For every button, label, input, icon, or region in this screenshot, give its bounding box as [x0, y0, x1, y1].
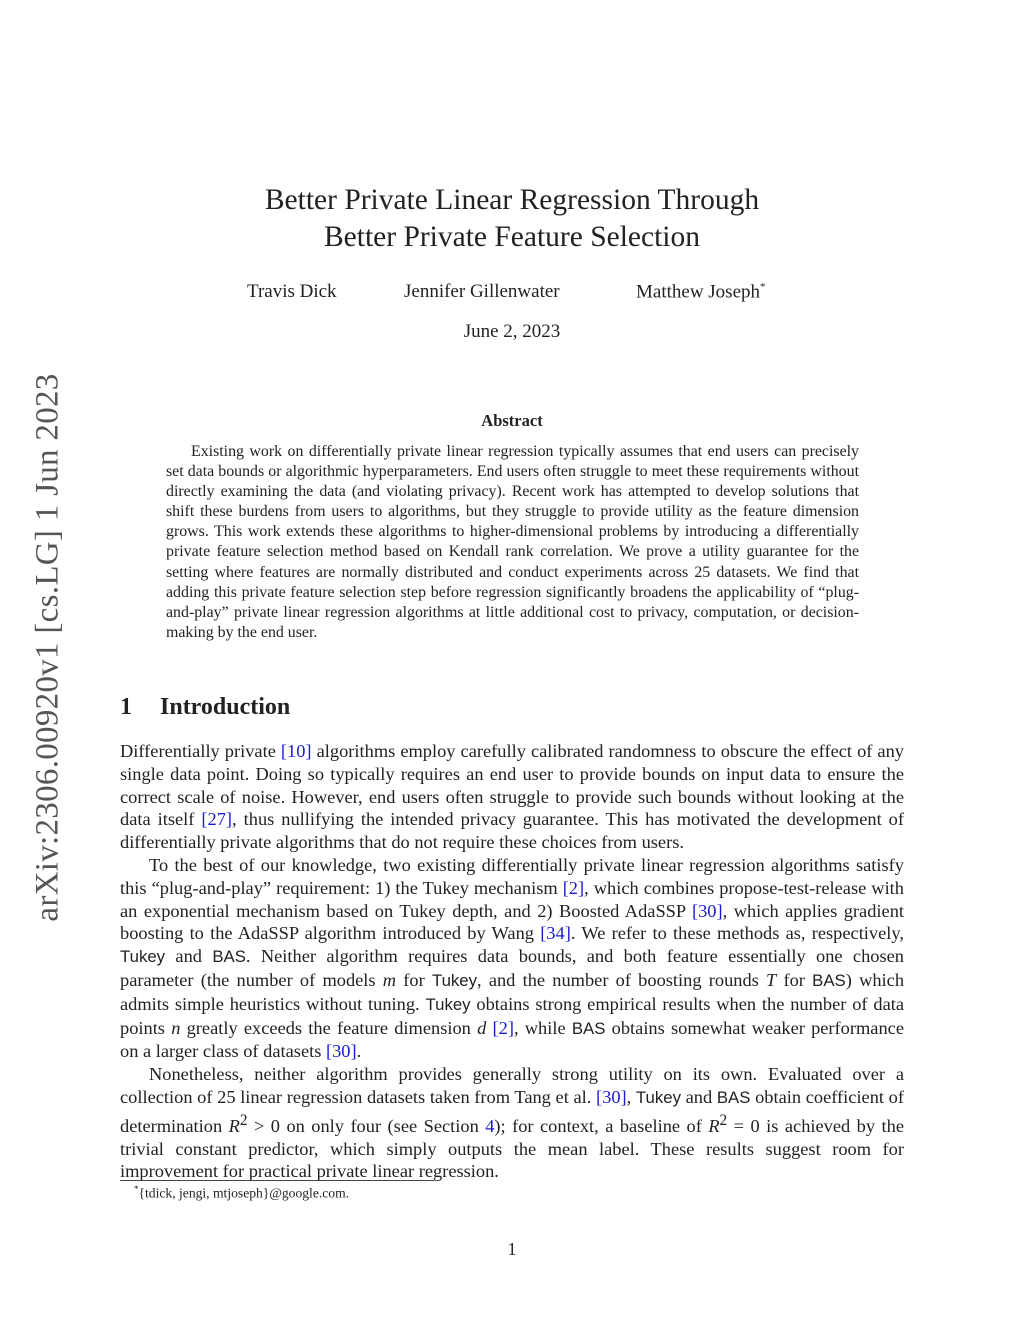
math-superscript: 2 [239, 1111, 248, 1129]
footnote-rule [120, 1180, 434, 1181]
algorithm-name: Tukey [635, 1087, 681, 1107]
citation-link[interactable]: [34] [540, 923, 571, 944]
footnote [134, 1184, 349, 1202]
author-3: Matthew Joseph [636, 281, 761, 303]
author-list [0, 281, 1024, 305]
citation-link[interactable]: [27] [201, 809, 233, 830]
paragraph: Differentially private [10] algorithms employ carefully calibrated randomness to obscure the effect of any single data point. Doing so typically requires an end user to provide bounds on input data to ensure the correct scale of noise. However, end users often struggle to provide such bounds without looking at the data itself [27], thus nullifying the intended privacy guarantee. This has motivated the development of differentially private algorithms that do not require these choices from users. [120, 741, 904, 853]
algorithm-name: BAS [812, 970, 846, 990]
math-symbol: m [382, 969, 397, 990]
citation-link[interactable]: [10] [280, 741, 312, 761]
introduction-body [120, 740, 904, 1183]
author-2: Jennifer Gillenwater [404, 281, 560, 302]
math-superscript: 2 [719, 1111, 728, 1129]
citation-link[interactable]: 4 [485, 1115, 495, 1136]
paper-title [0, 182, 1024, 256]
citation-link[interactable]: [30] [691, 900, 723, 921]
author-1: Travis Dick [247, 281, 337, 302]
title-line-1: Better Private Linear Regression Through [264, 184, 760, 216]
math-symbol: d [477, 1017, 487, 1038]
citation-link[interactable]: [2] [492, 1017, 514, 1038]
math-symbol: T [766, 969, 777, 990]
author-3-wrap [636, 281, 766, 303]
publication-date: June 2, 2023 [463, 321, 561, 342]
abstract-text: Existing work on differentially private linear regression typically assumes that end users can precisely set data bounds or algorithmic hyperparameters. End users often struggle to meet these requirements without directly examining the data (and violating privacy). Recent work has attempted to develop solutions that shift these burdens from users to algorithms, but they struggle to provide utility as the feature dimension grows. This work extends these algorithms to higher-dimensional problems by introducing a differentially private feature selection method based on Kendall rank correlation. We prove a utility guarantee for the setting where features are normally distributed and conduct experiments across 25 datasets. We find that adding this private feature selection step before regression significantly broadens the applicability of “plug-and-play” private linear regression algorithms at little additional cost to privacy, computation, or decision-making by the end user. [166, 443, 859, 641]
algorithm-name: Tukey [425, 994, 471, 1014]
math-symbol: R [228, 1115, 240, 1136]
footnote-text: {tdick, jengi, mtjoseph}@google.com. [138, 1185, 350, 1201]
paragraph: To the best of our knowledge, two existing differentially private linear regression algorithms satisfy this “plug-and-play” requirement: 1) the Tukey mechanism [2], which combines propose-test-release with an exponential mechanism based on Tukey depth, and 2) Boosted AdaSSP [30], which applies gradient boosting to the AdaSSP algorithm introduced by Wang [34]. We refer to these methods as, respectively, Tukey and BAS. Neither algorithm requires data bounds, and both feature essentially one chosen parameter (the number of models m for Tukey, and the number of boosting rounds T for BAS) which admits simple heuristics without tuning. Tukey obtains strong empirical results when the number of data points n greatly exceeds the feature dimension d [2], while BAS obtains somewhat weaker performance on a larger class of datasets [30]. [120, 854, 905, 1062]
arxiv-identifier-text: arXiv:2306.00920v1 [cs.LG] 1 Jun 2023 [29, 373, 66, 922]
page-number: 1 [507, 1239, 517, 1259]
arxiv-identifier [28, 365, 68, 930]
abstract-heading: Abstract [481, 411, 543, 430]
math-symbol: n [171, 1017, 181, 1038]
algorithm-name: Tukey [431, 970, 478, 990]
section-title: Introduction [160, 694, 291, 720]
algorithm-name: BAS [716, 1087, 751, 1107]
footnote-mark: * [134, 1184, 139, 1194]
author-footnote-mark: * [760, 281, 766, 293]
citation-link[interactable]: [30] [325, 1041, 357, 1062]
math-symbol: R [708, 1115, 720, 1136]
algorithm-name: Tukey [120, 947, 166, 967]
algorithm-name: BAS [212, 947, 246, 967]
section-number: 1 [120, 694, 132, 720]
paragraph: Nonetheless, neither algorithm provides generally strong utility on its own. Evaluated over a collection of 25 linear regression datasets taken from Tang et al. [30], Tukey and BAS obtain coefficient of determination $R^2 > 0$ on only four (see Section 4); for context, a baseline of $R^2 = 0$ is achieved by the trivial constant predictor, which simply outputs the mean label. These results suggest room for improvement for practical private linear regression. [120, 1064, 904, 1182]
title-line-2: Better Private Feature Selection [324, 221, 700, 253]
section-heading [120, 694, 290, 721]
citation-link[interactable]: [2] [562, 877, 585, 898]
algorithm-name: BAS [571, 1018, 606, 1038]
citation-link[interactable]: [30] [596, 1086, 627, 1107]
